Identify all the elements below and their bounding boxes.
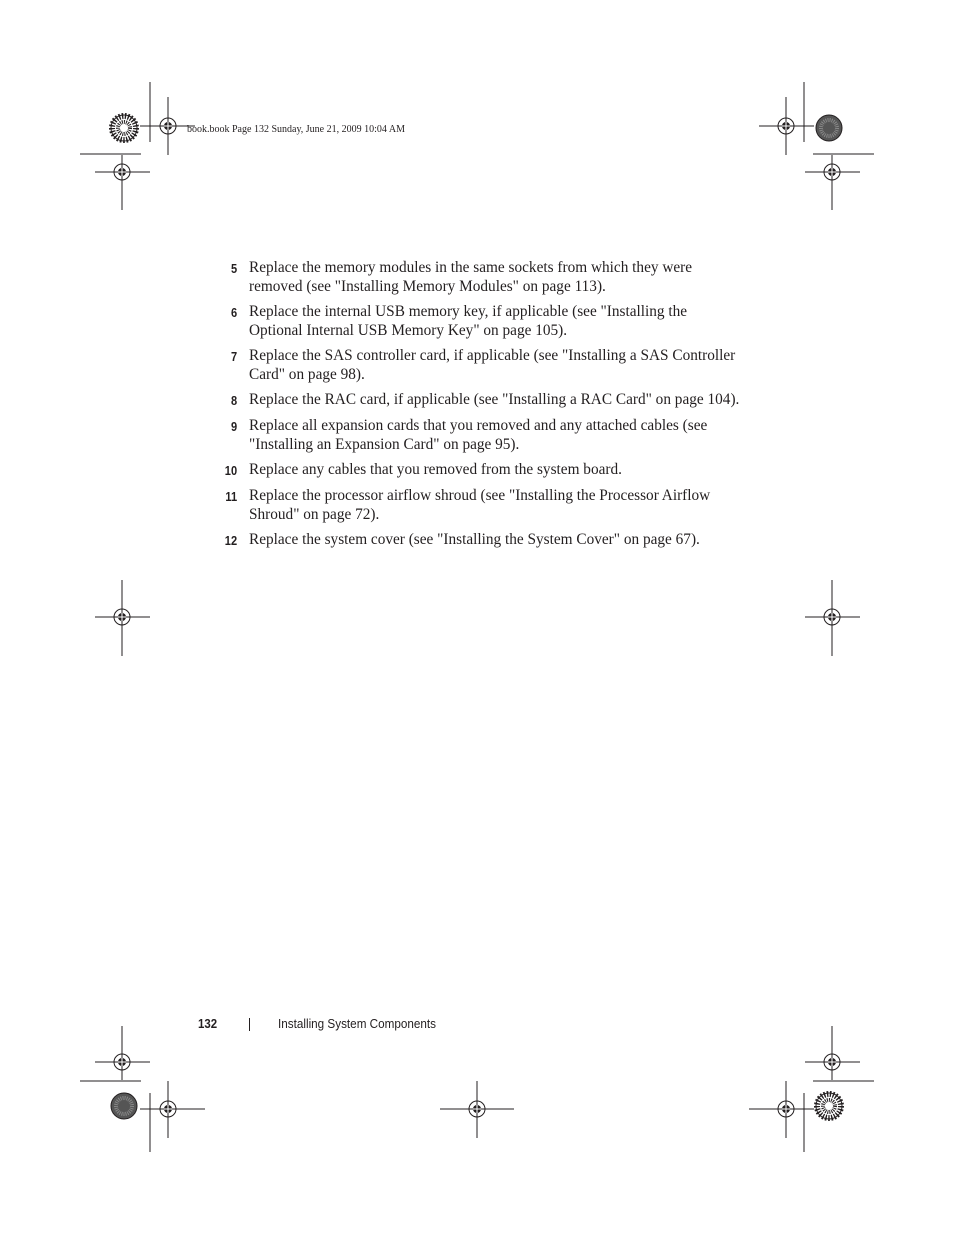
step-text: Replace all expansion cards that you removed and any attached cables (see "Installing an Expansion Card" on page 95). xyxy=(249,417,708,453)
step-number: 11 xyxy=(225,489,238,504)
print-slug-header: book.book Page 132 Sunday, June 21, 2009 10:04 AM xyxy=(187,124,405,135)
step-item xyxy=(200,486,740,524)
step-item xyxy=(200,302,740,340)
step-number: 10 xyxy=(224,463,238,478)
step-number: 7 xyxy=(230,349,238,364)
step-item xyxy=(200,390,740,410)
page-footer xyxy=(0,1016,954,1036)
crop-mark-bottom-left xyxy=(80,1026,205,1152)
step-number: 5 xyxy=(230,261,238,276)
step-text: Replace the internal USB memory key, if applicable (see "Installing the Optional Internal USB Memory Key" on page 105). xyxy=(249,303,688,339)
star-target-bottom-left xyxy=(111,1093,137,1119)
section-title: Installing System Components xyxy=(278,1016,437,1031)
star-target-top-left xyxy=(111,115,137,141)
procedure-steps xyxy=(200,258,740,556)
crop-mark-top-right xyxy=(759,82,874,210)
step-item xyxy=(200,258,740,296)
step-item xyxy=(200,460,740,480)
step-text: Replace the processor airflow shroud (see "Installing the Processor Airflow Shroud" on page 72). xyxy=(249,487,711,523)
reg-mark-middle-left xyxy=(95,580,150,656)
step-number: 8 xyxy=(230,393,238,408)
step-number: 12 xyxy=(224,533,238,548)
step-number: 9 xyxy=(230,419,238,434)
step-text: Replace any cables that you removed from the system board. xyxy=(249,461,622,478)
reg-mark-middle-right xyxy=(805,580,860,656)
step-item xyxy=(200,346,740,384)
step-text: Replace the RAC card, if applicable (see "Installing a RAC Card" on page 104). xyxy=(249,391,740,408)
star-target-top-right xyxy=(816,115,842,141)
step-item xyxy=(200,530,740,550)
step-text: Replace the system cover (see "Installing the System Cover" on page 67). xyxy=(249,531,700,548)
reg-mark-bottom-center xyxy=(440,1081,514,1138)
step-number: 6 xyxy=(230,305,238,320)
step-text: Replace the memory modules in the same sockets from which they were removed (see "Installing Memory Modules" on page 113). xyxy=(249,259,693,295)
step-text: Replace the SAS controller card, if applicable (see "Installing a SAS Controller Card" on page 98). xyxy=(249,347,736,383)
footer-divider xyxy=(249,1018,250,1031)
star-target-bottom-right xyxy=(816,1093,842,1119)
crop-mark-bottom-right xyxy=(749,1026,874,1152)
step-item xyxy=(200,416,740,454)
page-number: 132 xyxy=(198,1016,218,1031)
crop-mark-top-left xyxy=(80,82,195,210)
